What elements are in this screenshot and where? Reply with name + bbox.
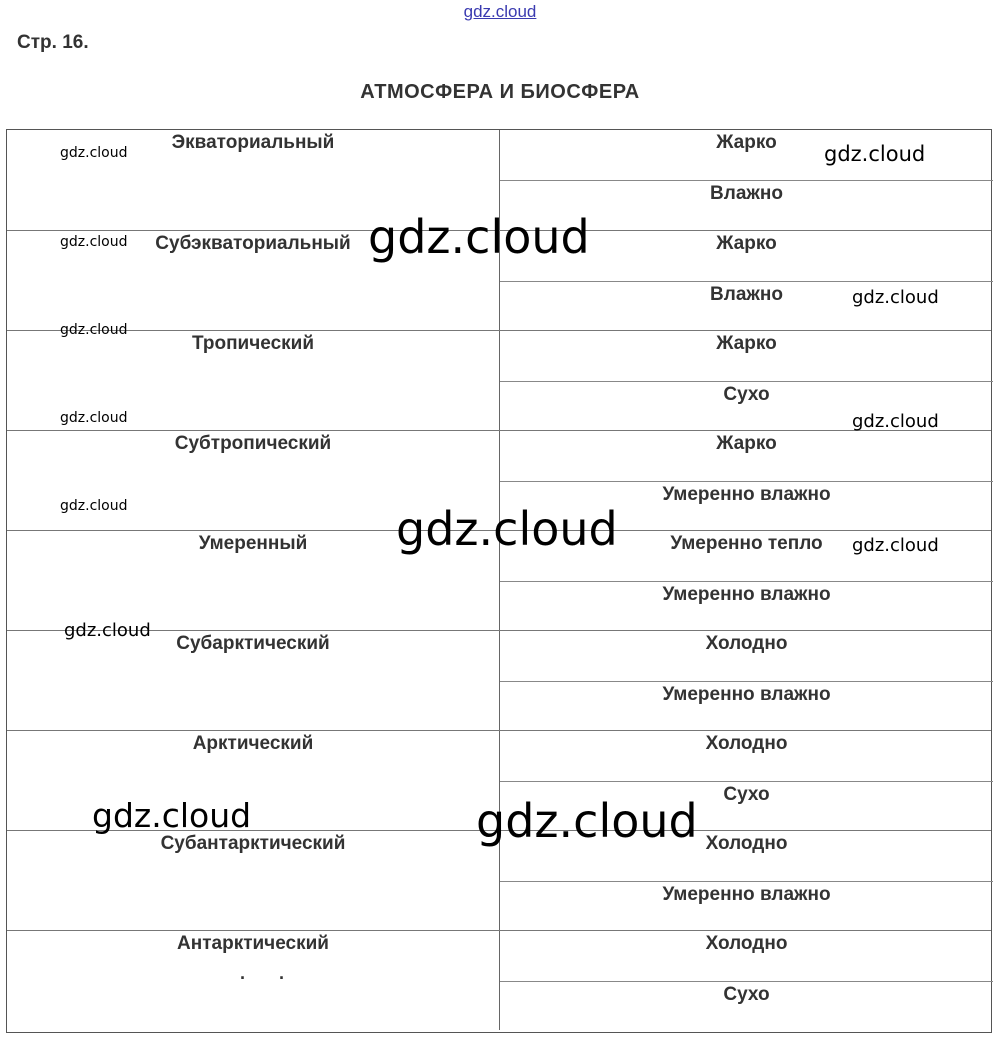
trait-text: Жарко xyxy=(716,132,777,153)
trait-text: Сухо xyxy=(723,384,770,405)
trait-cell xyxy=(500,631,993,681)
climate-zones-table xyxy=(6,129,992,1033)
zone-name: Тропический xyxy=(191,333,315,354)
table-row xyxy=(7,330,991,430)
trait-text: Сухо xyxy=(723,784,770,805)
watermark: gdz.cloud xyxy=(824,142,926,166)
stray-marks: · · xyxy=(240,968,299,988)
watermark: gdz.cloud xyxy=(60,145,128,161)
trait-cell xyxy=(500,331,993,381)
trait-cell xyxy=(500,731,993,781)
trait-text: Холодно xyxy=(705,633,788,654)
trait-text: Влажно xyxy=(710,183,783,204)
watermark: gdz.cloud xyxy=(852,535,939,556)
zone-name: Умеренный xyxy=(198,533,308,554)
trait-text: Холодно xyxy=(705,833,788,854)
table-row xyxy=(7,930,991,1030)
trait-cell xyxy=(500,581,993,631)
watermark: gdz.cloud xyxy=(60,234,128,250)
zone-name: Экваториальный xyxy=(171,132,335,153)
watermark: gdz.cloud xyxy=(60,322,128,338)
trait-text: Умеренно влажно xyxy=(662,584,831,605)
trait-text: Жарко xyxy=(716,433,777,454)
watermark: gdz.cloud xyxy=(60,498,128,514)
document-title: АТМОСФЕРА И БИОСФЕРА xyxy=(360,81,640,103)
trait-cell xyxy=(500,881,993,931)
zone-name: Субэкваториальный xyxy=(155,233,351,254)
zone-name: Субантарктический xyxy=(160,833,346,854)
trait-cell xyxy=(500,931,993,981)
header-watermark-link[interactable]: gdz.cloud xyxy=(463,2,537,21)
trait-cell xyxy=(500,681,993,731)
watermark: gdz.cloud xyxy=(396,502,618,556)
trait-text: Умеренно влажно xyxy=(662,884,831,905)
trait-text: Умеренно тепло xyxy=(670,533,823,554)
trait-cell xyxy=(500,431,993,481)
zone-name: Арктический xyxy=(192,733,314,754)
trait-text: Сухо xyxy=(723,984,770,1005)
trait-text: Холодно xyxy=(705,933,788,954)
zone-name: Субтропический xyxy=(174,433,332,454)
watermark: gdz.cloud xyxy=(368,210,590,264)
trait-text: Жарко xyxy=(716,233,777,254)
watermark: gdz.cloud xyxy=(64,620,151,641)
page-number: Стр. 16. xyxy=(17,32,89,53)
trait-cell xyxy=(500,981,993,1031)
trait-text: Влажно xyxy=(710,284,783,305)
zone-name: Антарктический xyxy=(177,933,329,954)
watermark: gdz.cloud xyxy=(852,411,939,432)
watermark: gdz.cloud xyxy=(852,287,939,308)
watermark: gdz.cloud xyxy=(476,794,698,848)
table-row xyxy=(7,630,991,730)
trait-text: Умеренно влажно xyxy=(662,684,831,705)
watermark: gdz.cloud xyxy=(60,410,128,426)
zone-name: Субарктический xyxy=(176,633,330,654)
watermark: gdz.cloud xyxy=(92,796,252,835)
trait-text: Холодно xyxy=(705,733,788,754)
trait-text: Жарко xyxy=(716,333,777,354)
trait-text: Умеренно влажно xyxy=(662,484,831,505)
